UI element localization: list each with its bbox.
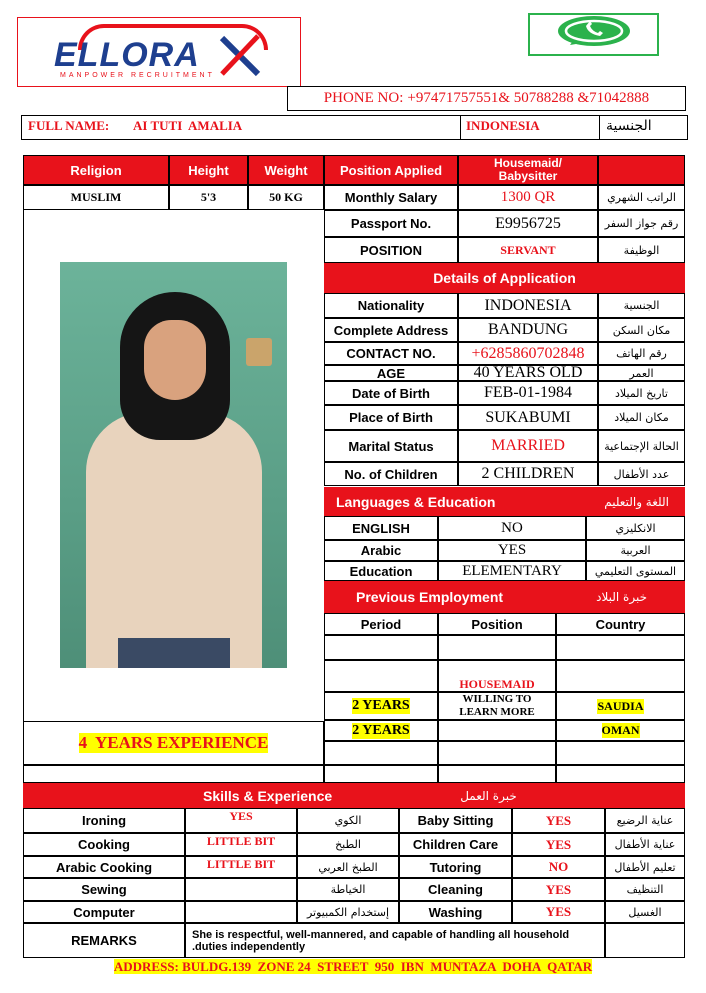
detail-ar-0: الجنسية [598,293,685,318]
skill-left-value-2: LITTLE BIT [185,856,297,878]
remarks-line-2: .duties independently [192,940,306,953]
languages-title: Languages & Education [336,493,496,510]
remarks-text-cell [185,923,605,958]
nationality-divider-1 [460,115,461,140]
emp-row1-period-cell [324,692,438,720]
emp-row2-country: OMAN [601,723,640,737]
emp-row2-period: 2 YEARS [352,722,410,738]
detail-value-7: 2 CHILDREN [458,462,598,486]
skill-right-value-2: NO [512,856,605,878]
detail-label-1: Complete Address [324,318,458,342]
skill-left-value-4 [185,901,297,923]
employment-header-position: Position [438,613,556,635]
skill-left-ar-0: الكوي [297,808,399,833]
skill-right-label-1: Children Care [399,833,512,856]
skill-right-label-4: Washing [399,901,512,923]
whatsapp-icon [556,15,632,54]
photo-socket [246,338,272,366]
skill-left-ar-2: الطبخ العربي [297,856,399,878]
detail-label-4: Date of Birth [324,381,458,405]
detail-value-5: SUKABUMI [458,405,598,430]
details-section-header [324,263,685,293]
name-row [21,115,688,140]
photo-pants [118,638,230,668]
skill-right-value-1: YES [512,833,605,856]
emp-row4-c3 [556,765,685,783]
full-name-value: AI TUTI AMALIA [133,118,243,133]
remarks-label: REMARKS [23,923,185,958]
emp-row4-c1 [324,765,438,783]
company-logo [17,17,301,87]
emp-grid-r2-c1 [324,660,438,692]
full-name-label: FULL NAME: [28,118,110,133]
skill-right-value-0: YES [512,808,605,833]
skill-left-label-3: Sewing [23,878,185,901]
height-value: 5'3 [169,185,248,210]
religion-value: MUSLIM [23,185,169,210]
detail-ar-4: تاريخ الميلاد [598,381,685,405]
emp-row1-country-cell [556,692,685,720]
header-weight: Weight [248,155,324,185]
detail-value-6: MARRIED [458,430,598,462]
detail-label-5: Place of Birth [324,405,458,430]
emp-row1-period: 2 YEARS [352,698,410,713]
detail-value-0: INDONESIA [458,293,598,318]
skill-left-ar-3: الخياطة [297,878,399,901]
detail-value-2: +6285860702848 [458,342,598,365]
position-ar: الوظيفة [598,237,685,263]
skill-left-label-2: Arabic Cooking [23,856,185,878]
detail-label-2: CONTACT NO. [324,342,458,365]
position-label: POSITION [324,237,458,263]
nationality-divider-2 [599,115,600,140]
language-ar-1: العربية [586,540,685,561]
candidate-photo [60,262,287,668]
emp-row3-c2 [438,741,556,765]
language-value-1: YES [438,540,586,561]
language-value-0: NO [438,516,586,540]
language-label-2: Education [324,561,438,581]
skill-right-ar-3: التنظيف [605,878,685,901]
employment-section-header [324,581,685,613]
detail-label-7: No. of Children [324,462,458,486]
header-height: Height [169,155,248,185]
salary-label: Monthly Salary [324,185,458,210]
employment-header-country: Country [556,613,685,635]
detail-label-3: AGE [324,365,458,381]
phone-label: PHONE NO: [323,90,404,106]
language-ar-0: الانكليزي [586,516,685,540]
total-experience-cell [23,721,324,765]
languages-section-header [324,487,685,516]
remarks-line-1: She is respectful, well-mannered, and capable of handling all household [192,928,570,941]
detail-value-3: 40 YEARS OLD [458,365,598,381]
emp-row1-position-cell [438,692,556,720]
employment-position-note-1: HOUSEMAID [459,677,535,691]
language-label-1: Arabic [324,540,438,561]
detail-value-4: FEB-01-1984 [458,381,598,405]
skills-section-header [23,783,685,808]
skill-left-value-3 [185,878,297,901]
employment-header-period: Period [324,613,438,635]
language-label-0: ENGLISH [324,516,438,540]
address-text: ADDRESS: BULDG.139 ZONE 24 STREET 950 IBN MUNTAZA DOHA QATAR [113,959,593,974]
detail-label-6: Marital Status [324,430,458,462]
emp-grid-r1-c1 [324,635,438,660]
skill-left-ar-4: إستخدام الكمبيوتر [297,901,399,923]
salary-ar: الراتب الشهري [598,185,685,210]
emp-row2-country-cell [556,720,685,741]
language-ar-2: المستوى التعليمي [586,561,685,581]
salary-value: 1300 QR [458,185,598,210]
passport-value: E9956725 [458,210,598,237]
skill-left-label-1: Cooking [23,833,185,856]
emp-grid-r2-c3 [556,660,685,692]
emp-row1-country: SAUDIA [597,698,644,713]
skill-left-value-0: YES [185,808,297,833]
emp-grid-r1-c2 [438,635,556,660]
phone-numbers: +97471757551& 50788288 &71042888 [407,90,650,106]
weight-value: 50 KG [248,185,324,210]
languages-title-ar: اللغة والتعليم [604,494,669,509]
header-nationality: INDONESIA [466,118,540,133]
skill-right-ar-2: تعليم الأطفال [605,856,685,878]
detail-ar-2: رقم الهاتف [598,342,685,365]
header-housemaid: Housemaid/ Babysitter [458,155,598,185]
total-experience: 4 YEARS EXPERIENCE [78,733,269,752]
emp-row4-c2 [438,765,556,783]
language-value-2: ELEMENTARY [438,561,586,581]
emp-row2-position-cell [438,720,556,741]
whatsapp-badge[interactable] [528,13,659,56]
skill-right-ar-4: الغسيل [605,901,685,923]
skill-right-ar-0: عناية الرضيع [605,808,685,833]
employment-position-note-2: WILLING TO LEARN MORE [459,693,535,718]
emp-grid-r1-c3 [556,635,685,660]
emp-row3-c3 [556,741,685,765]
total-experience-spacer [23,765,324,783]
skill-left-ar-1: الطبخ [297,833,399,856]
header-nationality-ar: الجنسية [606,118,652,134]
logo-x-mark [214,30,264,80]
detail-ar-7: عدد الأطفال [598,462,685,486]
skill-left-label-4: Computer [23,901,185,923]
skill-right-label-0: Baby Sitting [399,808,512,833]
phone-box [287,86,686,111]
photo-face [144,320,206,400]
passport-label: Passport No. [324,210,458,237]
remarks-ar-cell [605,923,685,958]
detail-value-1: BANDUNG [458,318,598,342]
header-blank [598,155,685,185]
address-bar [0,958,706,976]
photo-body [86,412,262,668]
emp-row3-c1 [324,741,438,765]
employment-title-ar: خبرة البلاد [596,590,647,604]
passport-ar: رقم جواز السفر [598,210,685,237]
skill-right-value-3: YES [512,878,605,901]
skills-title: Skills & Experience [203,787,333,804]
position-value: SERVANT [458,237,598,263]
skill-right-ar-1: عناية الأطفال [605,833,685,856]
detail-ar-6: الحالة الإجتماعية [598,430,685,462]
header-religion: Religion [23,155,169,185]
skill-left-value-1: LITTLE BIT [185,833,297,856]
skill-right-label-2: Tutoring [399,856,512,878]
detail-ar-3: العمر [598,365,685,381]
skills-title-ar: خبرة العمل [460,788,517,803]
header-position-applied: Position Applied [324,155,458,185]
skill-left-label-0: Ironing [23,808,185,833]
detail-ar-1: مكان السكن [598,318,685,342]
detail-ar-5: مكان الميلاد [598,405,685,430]
emp-row2-period-cell [324,720,438,741]
skill-right-label-3: Cleaning [399,878,512,901]
skill-right-value-4: YES [512,901,605,923]
details-title: Details of Application [433,270,576,286]
logo-tagline: MANPOWER RECRUITMENT [60,72,215,79]
logo-text: ELLORA [54,36,200,74]
employment-title: Previous Employment [356,589,504,605]
detail-label-0: Nationality [324,293,458,318]
